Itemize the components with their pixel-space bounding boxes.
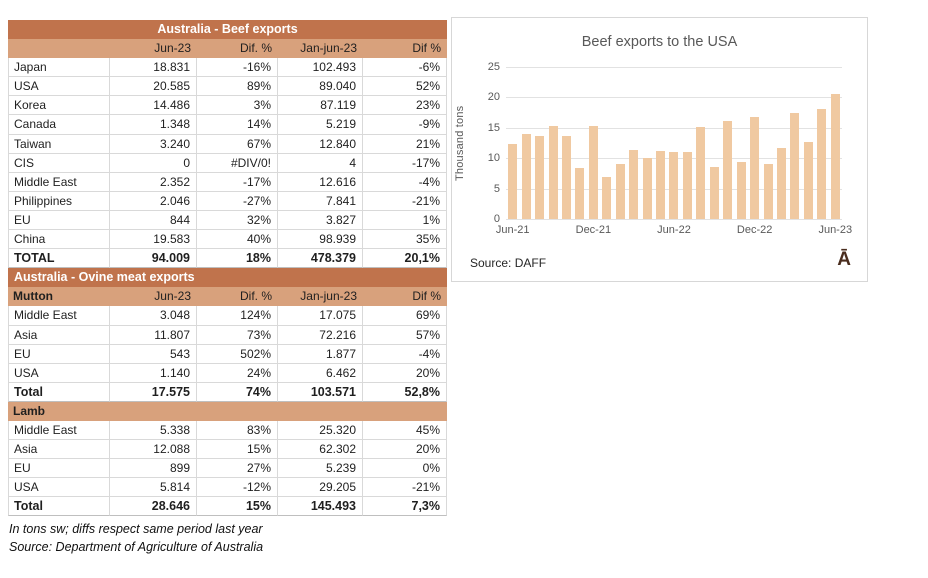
value-cell[interactable]: 57% bbox=[363, 326, 447, 345]
table-row bbox=[8, 192, 447, 211]
table-row bbox=[8, 345, 447, 364]
x-tick-label: Jun-22 bbox=[657, 224, 691, 236]
chart-bar-Aug-21 bbox=[535, 136, 544, 219]
row-label-cell[interactable]: Middle East bbox=[8, 421, 110, 440]
chart-bar-Apr-22 bbox=[643, 158, 652, 219]
value-cell[interactable]: 2.046 bbox=[110, 192, 197, 211]
bar-slot bbox=[640, 67, 653, 219]
table-row bbox=[8, 440, 447, 459]
row-label-cell[interactable]: CIS bbox=[8, 154, 110, 173]
y-tick-label: 20 bbox=[487, 91, 500, 104]
row-label-cell[interactable]: USA bbox=[8, 364, 110, 383]
value-cell[interactable]: 32% bbox=[197, 211, 278, 230]
chart-title: Beef exports to the USA bbox=[581, 34, 738, 50]
watermark-logo: Ā bbox=[837, 249, 851, 270]
value-cell[interactable]: Jan-jun-23 bbox=[300, 289, 357, 304]
value-cell[interactable]: 87.119 bbox=[278, 96, 363, 115]
row-label-cell[interactable]: China bbox=[8, 230, 110, 249]
row-label-cell[interactable]: Korea bbox=[8, 96, 110, 115]
bar-slot bbox=[761, 67, 774, 219]
row-label-cell[interactable]: Philippines bbox=[8, 192, 110, 211]
bar-slot bbox=[694, 67, 707, 219]
bar-slot bbox=[815, 67, 828, 219]
value-cell[interactable]: 7.841 bbox=[278, 192, 363, 211]
value-cell[interactable]: 5.219 bbox=[278, 115, 363, 134]
value-cell[interactable]: 67% bbox=[197, 135, 278, 154]
table-row bbox=[8, 77, 447, 96]
y-tick-label: 15 bbox=[487, 121, 500, 134]
row-label-cell[interactable]: Total bbox=[8, 383, 110, 402]
value-cell[interactable]: 0% bbox=[363, 459, 447, 478]
row-label-cell[interactable]: EU bbox=[8, 459, 110, 478]
row-label-cell[interactable]: Middle East bbox=[8, 306, 110, 325]
chart-bar-Mar-22 bbox=[629, 150, 638, 219]
y-gridline bbox=[506, 219, 842, 220]
value-cell[interactable]: 69% bbox=[363, 306, 447, 325]
value-cell[interactable]: -6% bbox=[363, 58, 447, 77]
value-cell[interactable]: 3.240 bbox=[110, 135, 197, 154]
table-row bbox=[8, 39, 447, 58]
y-axis-label: Thousand tons bbox=[454, 105, 466, 181]
row-label-cell[interactable]: EU bbox=[8, 211, 110, 230]
x-tick-label: Dec-22 bbox=[736, 224, 773, 236]
value-cell[interactable]: 27% bbox=[197, 459, 278, 478]
value-cell[interactable]: 15% bbox=[197, 440, 278, 459]
value-cell[interactable]: 14% bbox=[197, 115, 278, 134]
value-cell[interactable]: 98.939 bbox=[278, 230, 363, 249]
value-cell[interactable]: Dif % bbox=[412, 289, 441, 304]
section-header-label: Australia - Ovine meat exports bbox=[14, 270, 195, 285]
bar-slot bbox=[587, 67, 600, 219]
value-cell[interactable]: 28.646 bbox=[110, 497, 197, 516]
value-cell[interactable]: 20% bbox=[363, 364, 447, 383]
row-label-cell[interactable]: Taiwan bbox=[8, 135, 110, 154]
table-row bbox=[8, 173, 447, 192]
value-cell[interactable]: 83% bbox=[197, 421, 278, 440]
chart-source-label: Source: DAFF bbox=[470, 256, 547, 270]
value-cell[interactable]: 24% bbox=[197, 364, 278, 383]
bar-slot bbox=[654, 67, 667, 219]
row-label-cell[interactable]: Middle East bbox=[8, 173, 110, 192]
section-header bbox=[8, 268, 447, 287]
chart-bar-Sep-22 bbox=[710, 167, 719, 219]
value-cell[interactable]: 25.320 bbox=[278, 421, 363, 440]
table-row bbox=[8, 249, 447, 268]
bar-slot bbox=[721, 67, 734, 219]
value-cell[interactable]: 899 bbox=[110, 459, 197, 478]
bar-slot bbox=[748, 67, 761, 219]
value-cell[interactable]: 14.486 bbox=[110, 96, 197, 115]
table-row bbox=[8, 58, 447, 77]
chart-bar-May-23 bbox=[817, 109, 826, 219]
chart-bar-Jan-22 bbox=[602, 177, 611, 219]
bar-slot bbox=[802, 67, 815, 219]
value-cell[interactable]: 478.379 bbox=[278, 249, 363, 268]
chart-bar-May-22 bbox=[656, 151, 665, 219]
chart-bar-Feb-22 bbox=[616, 164, 625, 219]
value-cell[interactable]: 844 bbox=[110, 211, 197, 230]
value-cell[interactable]: 52% bbox=[363, 77, 447, 96]
bar-series bbox=[506, 67, 842, 219]
y-tick-label: 5 bbox=[493, 182, 500, 195]
value-cell[interactable]: 3% bbox=[197, 96, 278, 115]
value-cell[interactable]: 17.575 bbox=[110, 383, 197, 402]
bar-slot bbox=[829, 67, 842, 219]
row-label-cell[interactable]: USA bbox=[8, 77, 110, 96]
value-cell[interactable]: 5.814 bbox=[110, 478, 197, 497]
value-cell[interactable]: -21% bbox=[363, 192, 447, 211]
chart-bar-Dec-21 bbox=[589, 126, 598, 219]
table-row bbox=[8, 211, 447, 230]
table-row bbox=[8, 306, 447, 325]
table-row bbox=[8, 497, 447, 516]
value-cell[interactable]: 89.040 bbox=[278, 77, 363, 96]
exports-table bbox=[8, 20, 447, 516]
chart-bar-Jul-22 bbox=[683, 152, 692, 219]
value-cell[interactable]: -21% bbox=[363, 478, 447, 497]
value-cell[interactable]: 21% bbox=[363, 135, 447, 154]
value-cell[interactable]: Dif % bbox=[412, 41, 441, 56]
chart-bar-Nov-21 bbox=[575, 168, 584, 219]
value-cell[interactable]: 89% bbox=[197, 77, 278, 96]
bar-slot bbox=[560, 67, 573, 219]
value-cell[interactable]: 18.831 bbox=[110, 58, 197, 77]
value-cell[interactable]: 72.216 bbox=[278, 326, 363, 345]
chart-bar-Apr-23 bbox=[804, 142, 813, 219]
value-cell[interactable]: 20,1% bbox=[363, 249, 447, 268]
bar-slot bbox=[667, 67, 680, 219]
value-cell[interactable]: 74% bbox=[197, 383, 278, 402]
table-footnotes bbox=[9, 520, 449, 556]
value-cell[interactable]: 1% bbox=[363, 211, 447, 230]
value-cell[interactable]: 0 bbox=[110, 154, 197, 173]
row-label-cell[interactable]: Japan bbox=[8, 58, 110, 77]
value-cell[interactable]: 543 bbox=[110, 345, 197, 364]
value-cell[interactable]: -16% bbox=[197, 58, 278, 77]
subsection-label: Lamb bbox=[13, 403, 46, 418]
value-cell[interactable]: Jun-23 bbox=[154, 41, 191, 56]
table-row bbox=[8, 154, 447, 173]
chart-bar-Jun-22 bbox=[669, 152, 678, 219]
value-cell[interactable]: -9% bbox=[363, 115, 447, 134]
bar-slot bbox=[600, 67, 613, 219]
value-cell[interactable]: 145.493 bbox=[278, 497, 363, 516]
value-cell[interactable]: 102.493 bbox=[278, 58, 363, 77]
bar-slot bbox=[506, 67, 519, 219]
value-cell[interactable]: -27% bbox=[197, 192, 278, 211]
chart-bar-Oct-22 bbox=[723, 121, 732, 219]
table-row bbox=[8, 115, 447, 134]
bar-slot bbox=[627, 67, 640, 219]
bar-slot bbox=[681, 67, 694, 219]
chart-bar-Jul-21 bbox=[522, 134, 531, 219]
value-cell[interactable]: 12.840 bbox=[278, 135, 363, 154]
bar-slot bbox=[546, 67, 559, 219]
value-cell[interactable]: -4% bbox=[363, 173, 447, 192]
chart-bar-Nov-22 bbox=[737, 162, 746, 219]
value-cell[interactable]: #DIV/0! bbox=[197, 154, 278, 173]
value-cell[interactable]: 3.827 bbox=[278, 211, 363, 230]
footnote-units: In tons sw; diffs respect same period last year bbox=[9, 522, 263, 536]
value-cell[interactable]: 1.348 bbox=[110, 115, 197, 134]
value-cell[interactable]: -12% bbox=[197, 478, 278, 497]
value-cell[interactable]: 45% bbox=[363, 421, 447, 440]
section-header bbox=[8, 20, 447, 39]
value-cell[interactable]: 73% bbox=[197, 326, 278, 345]
bar-slot bbox=[708, 67, 721, 219]
table-row bbox=[8, 287, 447, 306]
bar-slot bbox=[775, 67, 788, 219]
chart-bar-Jun-23 bbox=[831, 94, 840, 219]
chart-bar-Jun-21 bbox=[508, 144, 517, 219]
value-cell[interactable]: 15% bbox=[197, 497, 278, 516]
table-row bbox=[8, 459, 447, 478]
plot-area bbox=[506, 67, 842, 219]
bar-slot bbox=[573, 67, 586, 219]
value-cell[interactable]: 20% bbox=[363, 440, 447, 459]
table-row bbox=[8, 230, 447, 249]
beef-usa-chart-card[interactable] bbox=[451, 17, 868, 282]
bar-slot bbox=[519, 67, 532, 219]
y-tick-label: 0 bbox=[493, 213, 500, 225]
row-label-cell[interactable]: Asia bbox=[8, 326, 110, 345]
row-label-cell[interactable]: USA bbox=[8, 478, 110, 497]
value-cell[interactable]: 2.352 bbox=[110, 173, 197, 192]
section-header-label: Australia - Beef exports bbox=[157, 22, 298, 36]
value-cell[interactable]: 7,3% bbox=[363, 497, 447, 516]
value-cell[interactable]: -17% bbox=[197, 173, 278, 192]
value-cell[interactable]: Jan-jun-23 bbox=[300, 41, 357, 56]
x-tick-label: Dec-21 bbox=[575, 224, 612, 236]
row-label-cell[interactable] bbox=[8, 39, 110, 58]
value-cell[interactable]: Dif. % bbox=[239, 41, 272, 56]
x-tick-label: Jun-23 bbox=[818, 224, 853, 236]
value-cell[interactable]: 103.571 bbox=[278, 383, 363, 402]
value-cell[interactable]: 35% bbox=[363, 230, 447, 249]
value-cell[interactable]: 124% bbox=[197, 306, 278, 325]
value-cell[interactable]: -17% bbox=[363, 154, 447, 173]
bar-slot bbox=[533, 67, 546, 219]
value-cell[interactable]: Jun-23 bbox=[154, 289, 191, 304]
bar-slot bbox=[734, 67, 747, 219]
row-label-cell[interactable]: Mutton bbox=[13, 289, 53, 304]
value-cell[interactable]: Dif. % bbox=[239, 289, 272, 304]
row-label-cell[interactable]: Canada bbox=[8, 115, 110, 134]
value-cell[interactable]: 1.877 bbox=[278, 345, 363, 364]
value-cell[interactable]: 12.616 bbox=[278, 173, 363, 192]
y-tick-label: 10 bbox=[487, 152, 500, 165]
value-cell[interactable]: 17.075 bbox=[278, 306, 363, 325]
value-cell[interactable]: 29.205 bbox=[278, 478, 363, 497]
value-cell[interactable]: 4 bbox=[278, 154, 363, 173]
chart-bar-Jan-23 bbox=[764, 164, 773, 219]
value-cell[interactable]: 18% bbox=[197, 249, 278, 268]
value-cell[interactable]: 5.239 bbox=[278, 459, 363, 478]
chart-bar-Oct-21 bbox=[562, 136, 571, 219]
subsection-band bbox=[8, 402, 447, 421]
table-row bbox=[8, 421, 447, 440]
value-cell[interactable]: 1.140 bbox=[110, 364, 197, 383]
row-label-cell[interactable]: TOTAL bbox=[8, 249, 110, 268]
value-cell[interactable]: 23% bbox=[363, 96, 447, 115]
row-label-cell[interactable]: Total bbox=[8, 497, 110, 516]
table-row bbox=[8, 96, 447, 115]
value-cell[interactable]: 20.585 bbox=[110, 77, 197, 96]
footnote-source: Source: Department of Agriculture of Australia bbox=[9, 540, 264, 554]
value-cell[interactable]: 52,8% bbox=[363, 383, 447, 402]
value-cell[interactable]: 502% bbox=[197, 345, 278, 364]
value-cell[interactable]: -4% bbox=[363, 345, 447, 364]
table-row bbox=[8, 364, 447, 383]
value-cell[interactable]: 5.338 bbox=[110, 421, 197, 440]
value-cell[interactable]: 40% bbox=[197, 230, 278, 249]
chart-bar-Feb-23 bbox=[777, 148, 786, 219]
chart-bar-Aug-22 bbox=[696, 127, 705, 219]
value-cell[interactable]: 19.583 bbox=[110, 230, 197, 249]
bar-slot bbox=[788, 67, 801, 219]
value-cell[interactable]: 11.807 bbox=[110, 326, 197, 345]
value-cell[interactable]: 94.009 bbox=[110, 249, 197, 268]
x-tick-label: Jun-21 bbox=[495, 224, 530, 236]
value-cell[interactable]: 3.048 bbox=[110, 306, 197, 325]
chart-bar-Dec-22 bbox=[750, 117, 759, 219]
table-row bbox=[8, 478, 447, 497]
bar-slot bbox=[614, 67, 627, 219]
table-row bbox=[8, 383, 447, 402]
value-cell[interactable]: 62.302 bbox=[278, 440, 363, 459]
value-cell[interactable]: 6.462 bbox=[278, 364, 363, 383]
y-tick-label: 25 bbox=[487, 61, 500, 73]
chart-bar-Sep-21 bbox=[549, 126, 558, 219]
table-row bbox=[8, 326, 447, 345]
value-cell[interactable]: 12.088 bbox=[110, 440, 197, 459]
table-row bbox=[8, 135, 447, 154]
chart-bar-Mar-23 bbox=[790, 113, 799, 219]
row-label-cell[interactable]: EU bbox=[8, 345, 110, 364]
row-label-cell[interactable]: Asia bbox=[8, 440, 110, 459]
